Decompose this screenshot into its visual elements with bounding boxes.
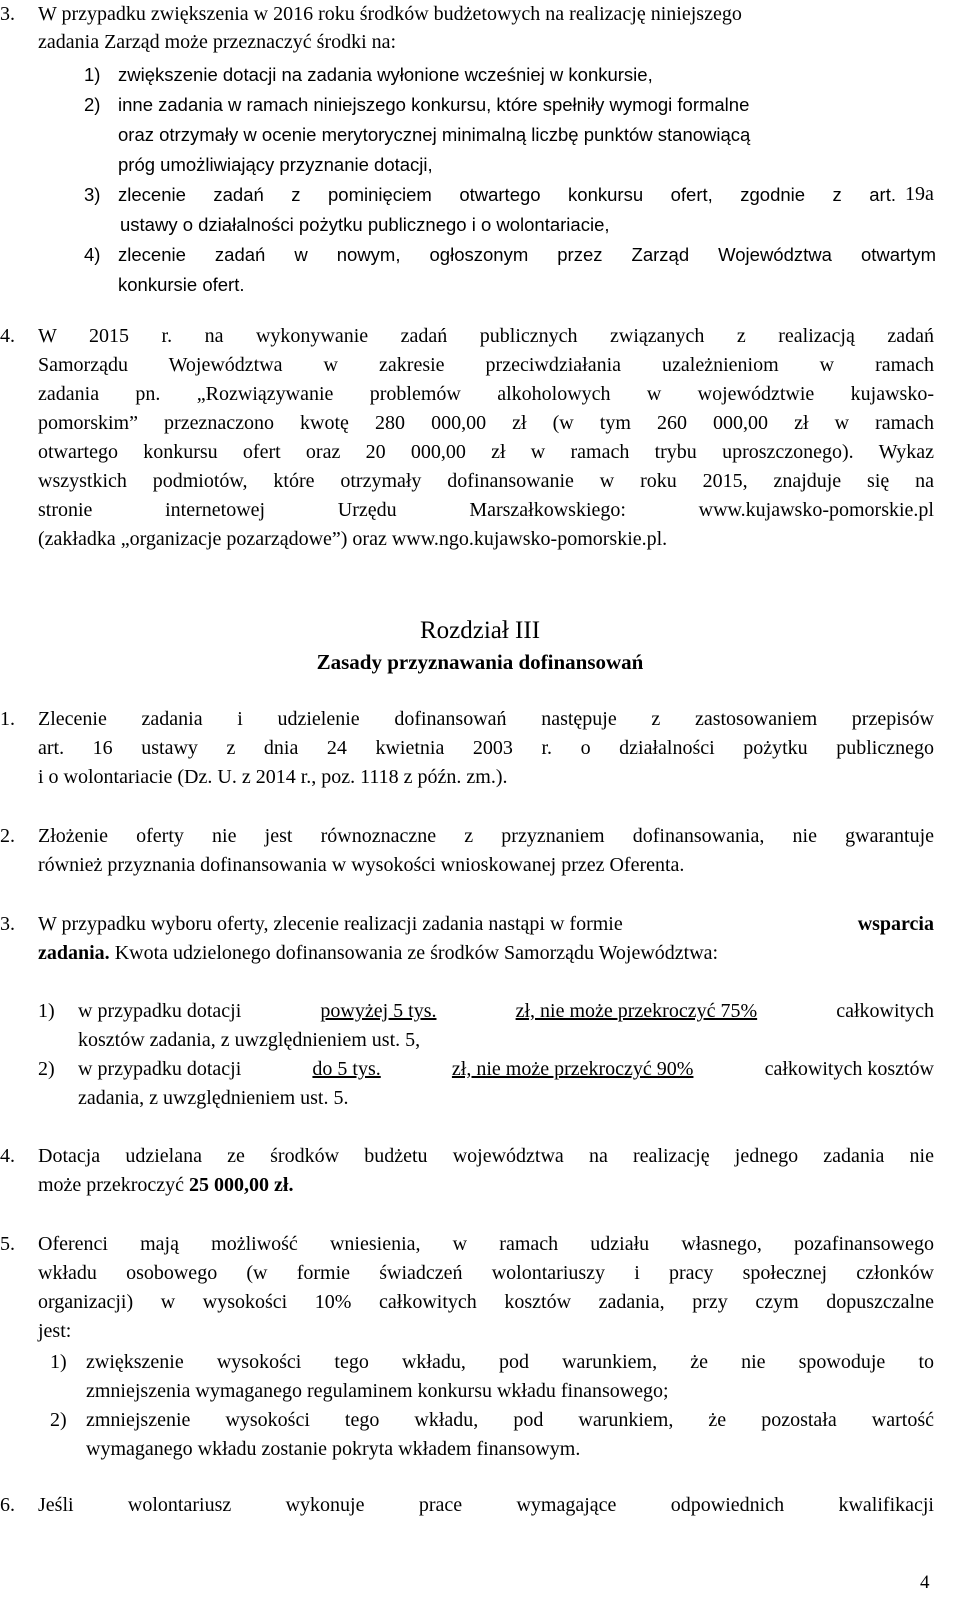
rule-3-line-1-bold: wsparcia — [857, 913, 934, 935]
s3-item-2-line-3: próg umożliwiający przyznanie dotacji, — [118, 154, 433, 175]
r3-item-2-post: całkowitych kosztów — [764, 1058, 934, 1080]
rule-2-line-1: Złożenie oferty nie jest równoznaczne z przyznaniem dofinansowania, nie gwarantuje — [38, 825, 934, 847]
r5-item-2-line-2: wymaganego wkładu zostanie pokryta wkładem finansowym. — [86, 1438, 581, 1460]
r5-item-1-line-2: zmniejszenia wymaganego regulaminem konkursu wkładu finansowego; — [86, 1380, 669, 1402]
s3-item-3-line-1: zlecenie zadań z pominięciem otwartego konkursu ofert, zgodnie z art. — [118, 184, 896, 205]
rule-4-line-1: Dotacja udzielana ze środków budżetu województwa na realizację jednego zadania nie — [38, 1145, 934, 1167]
rule-5-line-4: jest: — [38, 1320, 72, 1342]
section-3-number: 3. — [0, 3, 15, 25]
s3-item-2-number: 2) — [84, 94, 101, 115]
rule-1-line-2: art. 16 ustawy z dnia 24 kwietnia 2003 r. o działalności pożytku publicznego — [38, 737, 934, 759]
section-4-line-7: stronie internetowej Urzędu Marszałkowskiego: www.kujawsko-pomorskie.pl — [38, 499, 934, 521]
section-4-line-8: (zakładka „organizacje pozarządowe”) oraz www.ngo.kujawsko-pomorskie.pl. — [38, 528, 668, 550]
s3-item-4-number: 4) — [84, 244, 101, 265]
section-4-line-3: zadania pn. „Rozwiązywanie problemów alkoholowych w województwie kujawsko- — [38, 383, 934, 405]
rule-1-line-1: Zlecenie zadania i udzielenie dofinansowań następuje z zastosowaniem przepisów — [38, 708, 934, 730]
r5-item-2-line-1: zmniejszenie wysokości tego wkładu, pod warunkiem, że pozostała wartość — [86, 1409, 934, 1431]
section-3-line-2: zadania Zarząd może przeznaczyć środki na: — [38, 31, 397, 53]
rule-2-number: 2. — [0, 825, 15, 847]
section-4-line-5: otwartego konkursu ofert oraz 20 000,00 zł w ramach trybu uproszczonego). Wykaz — [38, 441, 934, 463]
section-4-number: 4. — [0, 325, 15, 347]
rule-3-line-2-bold: zadania. — [38, 942, 110, 964]
s3-item-1-line-1: zwiększenie dotacji na zadania wyłonione wcześniej w konkursie, — [118, 64, 653, 85]
r5-item-1-number: 1) — [50, 1351, 67, 1373]
s3-item-2-line-2: oraz otrzymały w ocenie merytorycznej minimalną liczbę punktów stanowiącą — [118, 124, 751, 145]
r3-item-2-line-2: zadania, z uwzględnieniem ust. 5. — [78, 1087, 349, 1109]
page-number: 4 — [920, 1572, 930, 1593]
r5-item-2-number: 2) — [50, 1409, 67, 1431]
rule-5-number: 5. — [0, 1233, 15, 1255]
r3-item-1-post: całkowitych — [836, 1000, 934, 1022]
rule-4-line-2-text: może przekroczyć — [38, 1174, 185, 1196]
rule-6-line-1: Jeśli wolontariusz wykonuje prace wymagające odpowiednich kwalifikacji — [38, 1494, 934, 1516]
rule-4-number: 4. — [0, 1145, 15, 1167]
section-4-line-1: W 2015 r. na wykonywanie zadań publicznych związanych z realizacją zadań — [38, 325, 934, 347]
section-4-line-6: wszystkich podmiotów, które otrzymały dofinansowanie w roku 2015, znajduje się na — [38, 470, 934, 492]
s3-item-3-number: 3) — [84, 184, 101, 205]
r3-item-1-number: 1) — [38, 1000, 55, 1022]
rule-4-amount: 25 000,00 zł. — [189, 1174, 294, 1196]
rule-5-line-2: wkładu osobowego (w formie świadczeń wolontariuszy i pracy społecznej członków — [38, 1262, 934, 1284]
r3-item-2-line-1 — [78, 1055, 934, 1084]
r3-item-1-threshold: powyżej 5 tys. — [320, 1000, 437, 1022]
rule-6-number: 6. — [0, 1494, 15, 1516]
rule-5-line-1: Oferenci mają możliwość wniesienia, w ramach udziału własnego, pozafinansowego — [38, 1233, 934, 1255]
r3-item-1-line-2: kosztów zadania, z uwzględnieniem ust. 5, — [78, 1029, 421, 1051]
r3-item-1-line-1 — [78, 997, 934, 1026]
rule-3-line-1 — [38, 910, 934, 939]
r3-item-2-number: 2) — [38, 1058, 55, 1080]
rule-4-line-2 — [38, 1171, 293, 1200]
s3-item-4-line-1: zlecenie zadań w nowym, ogłoszonym przez Zarząd Województwa otwartym — [118, 244, 936, 265]
rule-2-line-2: również przyznania dofinansowania w wysokości wnioskowanej przez Oferenta. — [38, 854, 685, 876]
r5-item-1-line-1: zwiększenie wysokości tego wkładu, pod warunkiem, że nie spowoduje to — [86, 1351, 934, 1373]
s3-item-3-article-ref: 19a — [905, 183, 934, 205]
rule-5-line-3: organizacji) w wysokości 10% całkowitych kosztów zadania, przy czym dopuszczalne — [38, 1291, 934, 1313]
r3-item-2-limit: zł, nie może przekroczyć 90% — [451, 1058, 694, 1080]
r3-item-1-pre: w przypadku dotacji — [78, 1000, 242, 1022]
r3-item-2-pre: w przypadku dotacji — [78, 1058, 242, 1080]
rule-1-line-3: i o wolontariacie (Dz. U. z 2014 r., poz. 1118 z późn. zm.). — [38, 766, 508, 788]
section-4-line-2: Samorządu Województwa w zakresie przeciwdziałania uzależnieniom w ramach — [38, 354, 934, 376]
rule-3-line-1-text: W przypadku wyboru oferty, zlecenie realizacji zadania nastąpi w formie — [38, 913, 623, 935]
r3-item-2-threshold: do 5 tys. — [312, 1058, 381, 1080]
s3-item-3-line-2: ustawy o działalności pożytku publicznego i o wolontariacie, — [120, 214, 610, 235]
r3-item-1-limit: zł, nie może przekroczyć 75% — [515, 1000, 758, 1022]
rule-1-number: 1. — [0, 708, 15, 730]
section-4-line-4: pomorskim” przeznaczono kwotę 280 000,00 zł (w tym 260 000,00 zł w ramach — [38, 412, 934, 434]
rule-3-number: 3. — [0, 913, 15, 935]
chapter-subtitle: Zasady przyznawania dofinansowań — [316, 650, 644, 674]
section-3-line-1: W przypadku zwiększenia w 2016 roku środków budżetowych na realizację niniejszego — [38, 3, 742, 25]
s3-item-4-line-2: konkursie ofert. — [118, 274, 245, 295]
rule-3-line-2-text: Kwota udzielonego dofinansowania ze środków Samorządu Województwa: — [114, 942, 719, 964]
s3-item-1-number: 1) — [84, 64, 101, 85]
chapter-title: Rozdział III — [419, 617, 541, 644]
rule-3-line-2 — [38, 939, 718, 968]
s3-item-2-line-1: inne zadania w ramach niniejszego konkursu, które spełniły wymogi formalne — [118, 94, 750, 115]
